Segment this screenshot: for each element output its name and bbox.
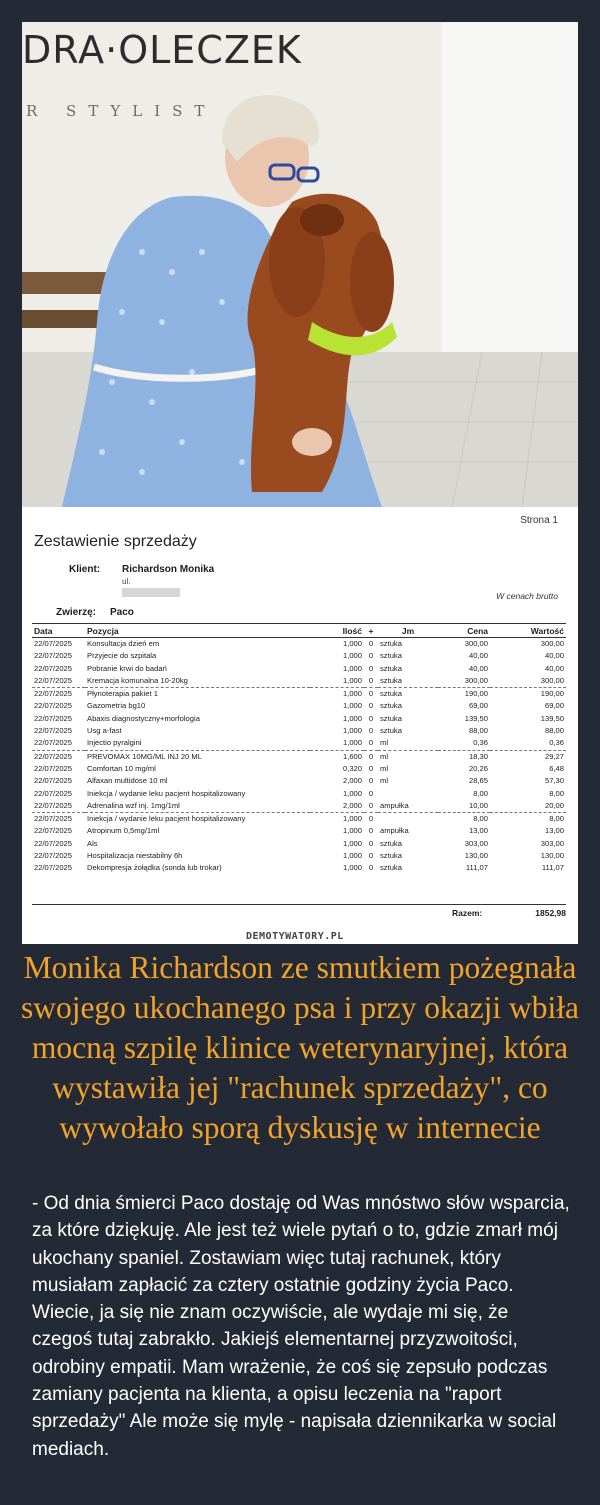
table-row [32,688,566,701]
cell-date: 22/07/2025 [32,638,85,651]
table-header [32,626,566,638]
cell-plus: 0 [368,651,374,661]
cell-value: 57,30 [544,776,564,786]
table-row [32,850,566,862]
brand-subtitle: R STYLIST [26,102,217,120]
col-qty: Ilość [342,626,362,636]
cell-qty: 1,000 [342,663,362,673]
cell-unit: sztuka [380,651,402,661]
cell-value: 8,00 [490,813,566,826]
cell-plus: 0 [368,701,374,711]
cell-plus: 0 [368,738,374,748]
cell-plus: 0 [368,851,374,861]
cell-date: 22/07/2025 [34,713,73,723]
table-row [32,675,566,688]
cell-unit: ampułka [380,800,409,810]
cell-item: Abaxis diagnostyczny+morfologia [87,713,200,723]
cell-plus: 0 [364,638,378,651]
cell-price: 69,00 [468,701,488,711]
cell-value: 130,00 [540,851,564,861]
animal-name: Paco [110,607,134,618]
cell-plus: 0 [368,776,374,786]
watermark: DEMOTYWATORY.PL [246,931,344,942]
cell-date: 22/07/2025 [34,651,73,661]
cell-qty: 1,000 [310,813,364,826]
cell-price: 40,00 [468,663,488,673]
cell-date: 22/07/2025 [32,813,85,826]
cell-item: Kremacja komunalna 10-20kg [87,675,188,685]
cell-price: 111,07 [465,863,488,873]
table-row [32,750,566,763]
cell-qty: 2,000 [342,800,362,810]
cell-item: Iniekcja / wydanie leku pacjent hospitalizowany [85,813,310,826]
demotivator-frame [22,22,578,944]
col-plus: + [368,626,374,636]
cell-price: 13,00 [468,826,488,836]
cell-value: 139,50 [540,713,564,723]
cell-item: Als [87,838,98,848]
cell-qty: 1,000 [342,726,362,736]
table-row [32,737,566,750]
cell-item: Pobranie krwi do badań [87,663,167,673]
cell-item: Konsultacja dzień em [85,638,310,651]
sales-statement [22,507,578,944]
cell-unit: sztuka [380,713,402,723]
cell-price: 28,65 [468,776,488,786]
cell-date: 22/07/2025 [34,701,73,711]
cell-value: 13,00 [544,826,564,836]
items-table [32,626,566,875]
cell-qty: 1,000 [342,675,362,685]
cell-plus: 0 [368,788,374,798]
table-row [32,788,566,800]
cell-price: 8,00 [473,788,488,798]
cell-qty: 1,000 [342,701,362,711]
body-text: - Od dnia śmierci Paco dostaję od Was mnóstwo słów wsparcia, za które dziękuję. Ale jest też wiele pytań o to, gdzie zmarł mój ukochany spaniel. Zostawiam więc tutaj rachunek, który musiałam zapłacić za cztery ostatnie godziny życia Paco. Wiecie, ja się nie znam oczywiście, ale wydaje mi się, że czegoś tutaj zabrakło. Jakiejś elementarnej przyzwoitości, odrobiny empatii. Mam wrażenie, że coś się zepsuło podczas zamiany pacjenta na klienta, a opisu leczenia na "raport sprzedaży" Ale może się mylę - napisała dziennikarka w social mediach. [32,1193,570,1460]
cell-plus: 0 [364,750,378,763]
cell-unit: ml [380,763,389,773]
photo-illustration [22,22,578,507]
cell-qty: 1,000 [342,738,362,748]
table-row [32,725,566,737]
cell-item: Dekompresja żołądka (sonda lub trokar) [87,863,222,873]
cell-unit: ampułka [380,826,409,836]
cell-plus: 0 [368,863,374,873]
cell-date: 22/07/2025 [34,726,73,736]
table-row [32,813,566,826]
cell-date: 22/07/2025 [34,776,73,786]
cell-plus: 0 [368,663,374,673]
cell-value: 40,00 [544,663,564,673]
cell-qty: 1,000 [342,826,362,836]
cell-date: 22/07/2025 [34,851,73,861]
cell-plus: 0 [368,826,374,836]
cell-item: PREVOMAX 10MG/ML INJ 20 ML [85,750,310,763]
cell-price: 10,00 [468,800,488,810]
cell-item: Alfaxan multidose 10 ml [87,776,168,786]
cell-unit: sztuka [380,726,402,736]
table-row [32,763,566,775]
cell-qty: 1,600 [310,750,364,763]
table-row [32,775,566,787]
cell-price: 303,00 [464,838,488,848]
cell-qty: 1,000 [342,838,362,848]
cell-plus: 0 [368,713,374,723]
client-label: Klient: [69,564,101,575]
cell-price: 20,26 [468,763,488,773]
total-value: 1852,98 [535,908,566,918]
cell-unit: sztuka [378,688,438,701]
col-date: Data [34,626,53,636]
cell-plus: 0 [368,726,374,736]
table-row [32,838,566,850]
cell-price: 300,00 [438,638,490,651]
cell-qty: 1,000 [342,851,362,861]
table-row [32,638,566,651]
cell-date: 22/07/2025 [32,750,85,763]
client-address: ul. [122,577,131,586]
cell-value: 6,48 [549,763,564,773]
total-divider [32,904,566,905]
cell-item: Atropinum 0,5mg/1ml [87,826,160,836]
cell-date: 22/07/2025 [34,800,73,810]
cell-qty: 1,000 [342,863,362,873]
cell-plus: 0 [368,800,374,810]
cell-value: 0,36 [549,738,564,748]
cell-price: 40,00 [468,651,488,661]
cell-date: 22/07/2025 [34,738,73,748]
cell-qty: 1,000 [342,788,362,798]
cell-value: 300,00 [540,675,564,685]
cell-date: 22/07/2025 [32,688,85,701]
cell-item: Comfortan 10 mg/ml [87,763,156,773]
table-row [32,825,566,837]
total-label: Razem: [452,908,483,918]
cell-unit: ml [380,738,389,748]
cell-unit: sztuka [380,663,402,673]
client-name: Richardson Monika [122,564,215,575]
cell-qty: 1,000 [310,688,364,701]
cell-price: 130,00 [464,851,488,861]
cell-value: 29,27 [490,750,566,763]
photo-woman-with-dog [22,22,578,507]
cell-unit [378,813,438,826]
cell-item: Adrenalina wzf inj. 1mg/1ml [87,800,180,810]
cell-unit: sztuka [380,838,402,848]
cell-qty: 1,000 [342,651,362,661]
cell-date: 22/07/2025 [34,838,73,848]
cell-value: 300,00 [490,638,566,651]
cell-plus: 0 [364,688,378,701]
cell-value: 20,00 [544,800,564,810]
col-unit: Jm [401,626,415,636]
document-title: Zestawienie sprzedaży [34,533,197,550]
cell-price: 88,00 [468,726,488,736]
cell-unit: ml [378,750,438,763]
cell-price: 190,00 [438,688,490,701]
cell-price: 8,00 [438,813,490,826]
cell-item: Płynoterapia pakiet 1 [85,688,310,701]
cell-price: 300,00 [464,675,488,685]
divider [32,623,566,624]
cell-value: 8,00 [549,788,564,798]
cell-unit: sztuka [380,701,402,711]
cell-date: 22/07/2025 [34,663,73,673]
cell-value: 190,00 [490,688,566,701]
cell-item: Hospitalizacja niestabilny 6h [87,851,183,861]
cell-unit: sztuka [380,863,402,873]
redacted-address [122,588,180,597]
cell-plus: 0 [368,763,374,773]
headline: Monika Richardson ze smutkiem pożegnała swojego ukochanego psa i przy okazji wbiła mocną szpilę klinice weterynaryjnej, która wystawiła jej "rachunek sprzedaży", co wywołało sporą dyskusję w internecie [20,950,580,1145]
cell-date: 22/07/2025 [34,675,73,685]
cell-date: 22/07/2025 [34,826,73,836]
cell-qty: 1,000 [342,713,362,723]
cell-value: 303,00 [540,838,564,848]
cell-date: 22/07/2025 [34,863,73,873]
col-value: Wartość [530,626,564,636]
cell-item: Injectio pyralgini [87,738,142,748]
table-row [32,700,566,712]
table-row [32,650,566,662]
cell-item: Gazometria bg10 [87,701,146,711]
cell-qty: 2,000 [342,776,362,786]
cell-unit: sztuka [380,675,402,685]
cell-unit: ml [380,776,389,786]
cell-price: 18,30 [438,750,490,763]
table-row [32,713,566,725]
cell-value: 40,00 [544,651,564,661]
cell-value: 88,00 [544,726,564,736]
price-note: W cenach brutto [496,591,558,601]
cell-date: 22/07/2025 [34,763,73,773]
cell-plus: 0 [368,675,374,685]
cell-price: 0,36 [473,738,488,748]
cell-unit [378,788,438,800]
page-number: Strona 1 [520,515,558,526]
cell-unit: sztuka [380,851,402,861]
table-row [32,862,566,874]
cell-unit: sztuka [378,638,438,651]
cell-price: 139,50 [464,713,488,723]
cell-item: Usg a-fast [87,726,122,736]
animal-label: Zwierzę: [56,607,97,618]
brand-sign: DRA·OLECZEK [22,28,302,72]
cell-qty: 1,000 [310,638,364,651]
cell-plus: 0 [364,813,378,826]
col-item: Pozycja [87,626,119,636]
cell-qty: 0,320 [342,763,362,773]
cell-value: 111,07 [541,863,564,873]
cell-value: 69,00 [544,701,564,711]
table-row [32,800,566,813]
cell-item: Przyjecie do szpitala [87,651,157,661]
cell-date: 22/07/2025 [34,788,73,798]
cell-item: Iniekcja / wydanie leku pacjent hospitalizowany [87,788,246,798]
col-price: Cena [467,626,488,636]
table-row [32,663,566,675]
cell-plus: 0 [368,838,374,848]
